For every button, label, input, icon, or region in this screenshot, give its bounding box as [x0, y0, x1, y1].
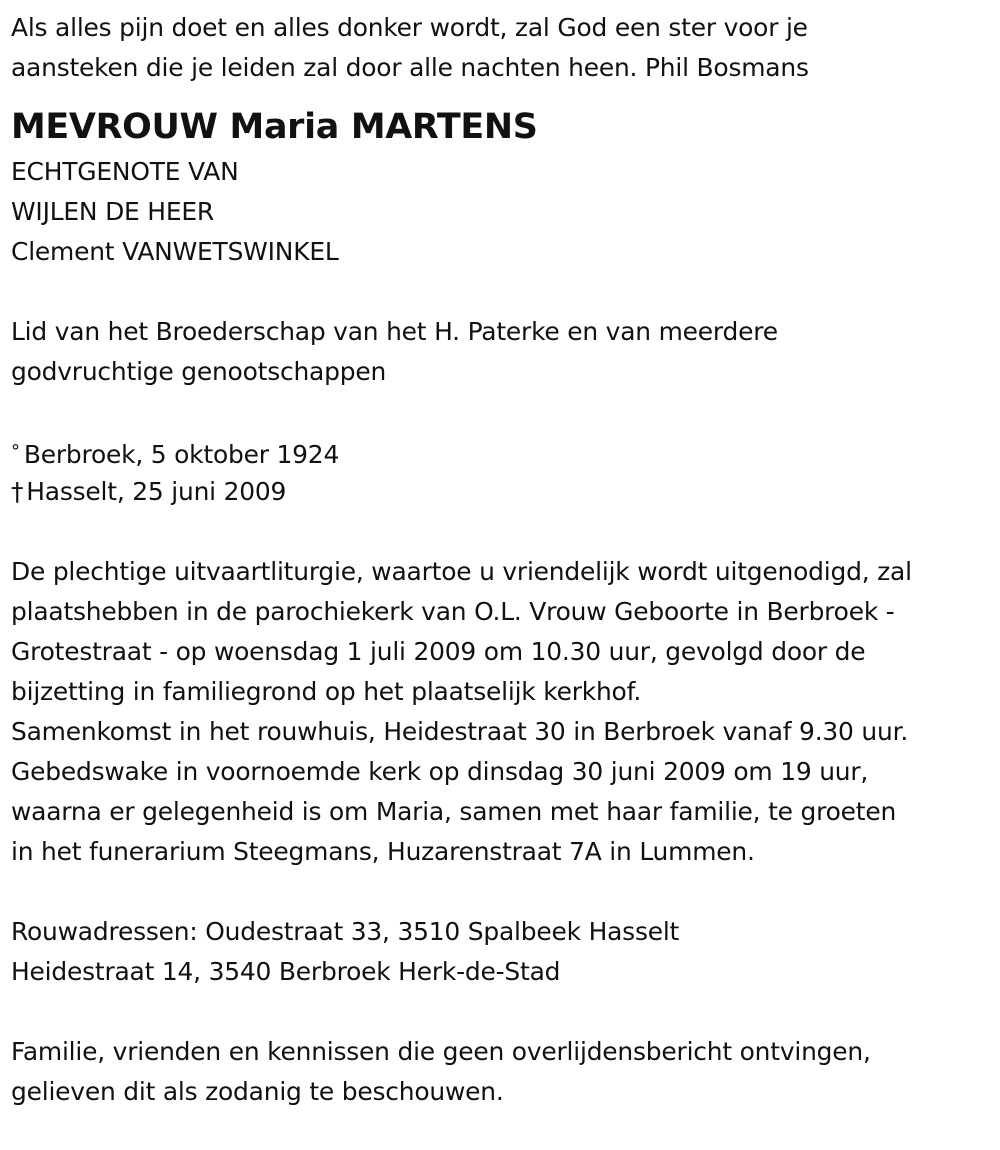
quote-line-1: Als alles pijn doet en alles donker wordt, zal God een ster voor je — [11, 13, 808, 42]
ceremony-line-5: Samenkomst in het rouwhuis, Heidestraat 30 in Berbroek vanaf 9.30 uur. — [11, 717, 909, 746]
addresses-block — [11, 912, 996, 992]
ceremony-line-8: in het funerarium Steegmans, Huzarenstraat 7A in Lummen. — [11, 837, 755, 866]
ceremony-line-6: Gebedswake in voornoemde kerk op dinsdag 30 juni 2009 om 19 uur, — [11, 757, 869, 786]
closing-line-2: gelieven dit als zodanig te beschouwen. — [11, 1077, 504, 1106]
cross-icon: † — [11, 477, 24, 506]
death-line — [11, 472, 996, 512]
relation-block — [11, 152, 996, 272]
address-line-1: Rouwadressen: Oudestraat 33, 3510 Spalbeek Hasselt — [11, 917, 680, 946]
death-text: Hasselt, 25 juni 2009 — [26, 477, 287, 506]
ceremony-line-3: Grotestraat - op woensdag 1 juli 2009 om 10.30 uur, gevolgd door de — [11, 637, 866, 666]
address-line-2: Heidestraat 14, 3540 Berbroek Herk-de-Stad — [11, 957, 561, 986]
closing-line-1: Familie, vrienden en kennissen die geen overlijdensbericht ontvingen, — [11, 1037, 871, 1066]
membership-line-2: godvruchtige genootschappen — [11, 357, 387, 386]
birth-line — [11, 432, 996, 472]
dates-block — [11, 432, 996, 512]
birth-text: Berbroek, 5 oktober 1924 — [23, 440, 340, 469]
ceremony-line-4: bijzetting in familiegrond op het plaatselijk kerkhof. — [11, 677, 642, 706]
closing-block — [11, 1032, 996, 1112]
quote-line-2: aansteken die je leiden zal door alle nachten heen. Phil Bosmans — [11, 53, 809, 82]
obituary-notice — [11, 8, 996, 1112]
spacer — [11, 272, 996, 312]
birth-symbol-icon: ° — [11, 441, 20, 462]
spacer — [11, 512, 996, 552]
ceremony-line-7: waarna er gelegenheid is om Maria, samen met haar familie, te groeten — [11, 797, 897, 826]
membership-block — [11, 312, 996, 392]
quote — [11, 8, 996, 88]
relation-line-1: ECHTGENOTE VAN — [11, 157, 239, 186]
deceased-name-title: MEVROUW Maria MARTENS — [11, 107, 538, 147]
membership-line-1: Lid van het Broederschap van het H. Paterke en van meerdere — [11, 317, 778, 346]
relation-line-3: Clement VANWETSWINKEL — [11, 237, 339, 266]
spacer — [11, 992, 996, 1032]
spacer — [11, 392, 996, 432]
ceremony-line-1: De plechtige uitvaartliturgie, waartoe u vriendelijk wordt uitgenodigd, zal — [11, 557, 912, 586]
spacer — [11, 872, 996, 912]
ceremony-block — [11, 552, 996, 872]
ceremony-line-2: plaatshebben in de parochiekerk van O.L. Vrouw Geboorte in Berbroek - — [11, 597, 895, 626]
relation-line-2: WIJLEN DE HEER — [11, 197, 215, 226]
